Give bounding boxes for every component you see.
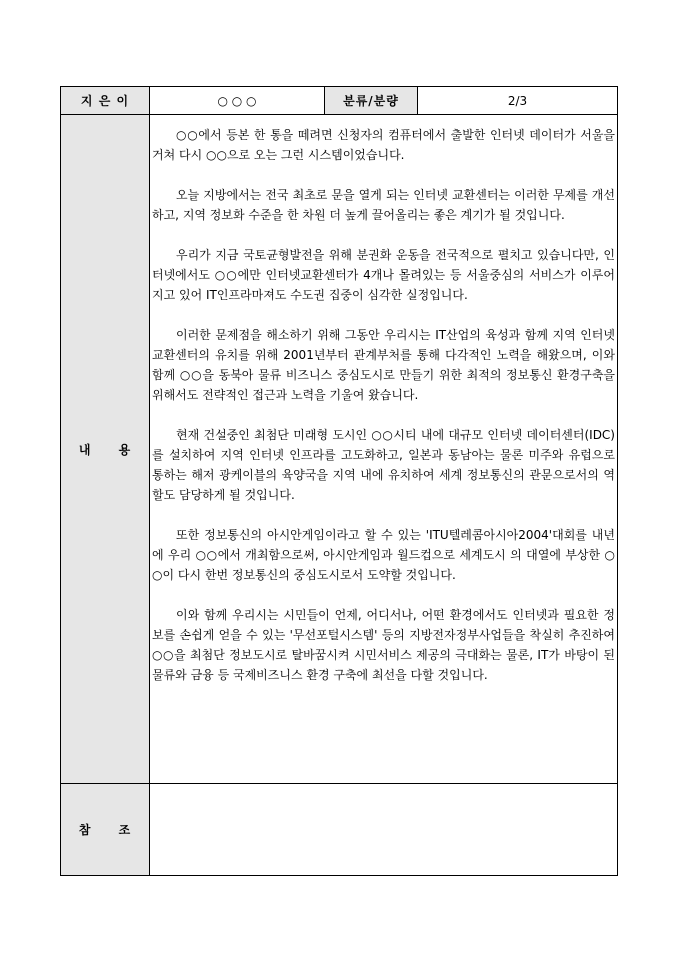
content-body xyxy=(150,115,618,784)
reference-row xyxy=(61,784,618,876)
reference-value xyxy=(150,784,618,876)
content-paragraph: 우리가 지금 국토균형발전을 위해 분권화 운동을 전국적으로 펼치고 있습니다만, 인터넷에서도 ○○에만 인터넷교환센터가 4개나 몰려있는 등 서울중심의 서비스가 이루어지고 있어 IT인프라마져도 수도권 집중이 심각한 실정입니다. xyxy=(152,248,615,302)
content-paragraph: 또한 정보통신의 아시안게임이라고 할 수 있는 'ITU텔레콤아시아2004'대회를 내년에 우리 ○○에서 개최함으로써, 아시안게임과 월드컵으로 세계도시 의 대열에 부상한 ○○이 다시 한번 정보통신의 중심도시로서 도약할 것입니다. xyxy=(152,528,615,582)
content-row xyxy=(61,115,618,784)
content-paragraph: 현재 건설중인 최첨단 미래형 도시인 ○○시티 내에 대규모 인터넷 데이터센터(IDC)를 설치하여 지역 인터넷 인프라를 고도화하고, 일본과 동남아는 물론 미주와 유럽으로 통하는 해저 광케이블의 육양국을 지역 내에 유치하여 세계 정보통신의 관문으로서의 역할도 담당하게 될 것입니다. xyxy=(152,428,615,502)
document-form-table xyxy=(60,86,618,876)
author-value: ○ ○ ○ xyxy=(150,87,325,115)
content-paragraph: ○○에서 등본 한 통을 떼려면 신청자의 컴퓨터에서 출발한 인터넷 데이터가 서울을 거쳐 다시 ○○으로 오는 그런 시스템이었습니다. xyxy=(152,128,615,162)
reference-label: 참 조 xyxy=(61,784,150,876)
header-row xyxy=(61,87,618,115)
category-label: 분류/분량 xyxy=(325,87,418,115)
content-text xyxy=(150,115,617,693)
content-paragraph: 오늘 지방에서는 전국 최초로 문을 열게 되는 인터넷 교환센터는 이러한 무제를 개선하고, 지역 정보화 수준을 한 차원 더 높게 끌어올리는 좋은 계기가 될 것입니다. xyxy=(152,188,615,222)
category-value: 2/3 xyxy=(418,87,618,115)
content-paragraph: 이와 함께 우리시는 시민들이 언제, 어디서나, 어떤 환경에서도 인터넷과 필요한 정보를 손쉽게 얻을 수 있는 '무선포털시스템' 등의 지방전자정부사업들을 착실히 추진하여 ○○을 최첨단 정보도시로 탈바꿈시켜 시민서비스 제공의 극대화는 물론, IT가 바탕이 된 물류와 금융 등 국제비즈니스 환경 구축에 최선을 다할 것입니다. xyxy=(152,608,615,682)
content-label: 내 용 xyxy=(61,115,150,784)
content-paragraph: 이러한 문제점을 해소하기 위해 그동안 우리시는 IT산업의 육성과 함께 지역 인터넷 교환센터의 유치를 위해 2001년부터 관계부처를 통해 다각적인 노력을 해왔으며, 이와 함께 ○○을 동북아 물류 비즈니스 중심도시로 만들기 위한 최적의 정보통신 환경구축을 위해서도 전략적인 접근과 노력을 기울여 왔습니다. xyxy=(152,328,615,402)
author-label: 지 은 이 xyxy=(61,87,150,115)
